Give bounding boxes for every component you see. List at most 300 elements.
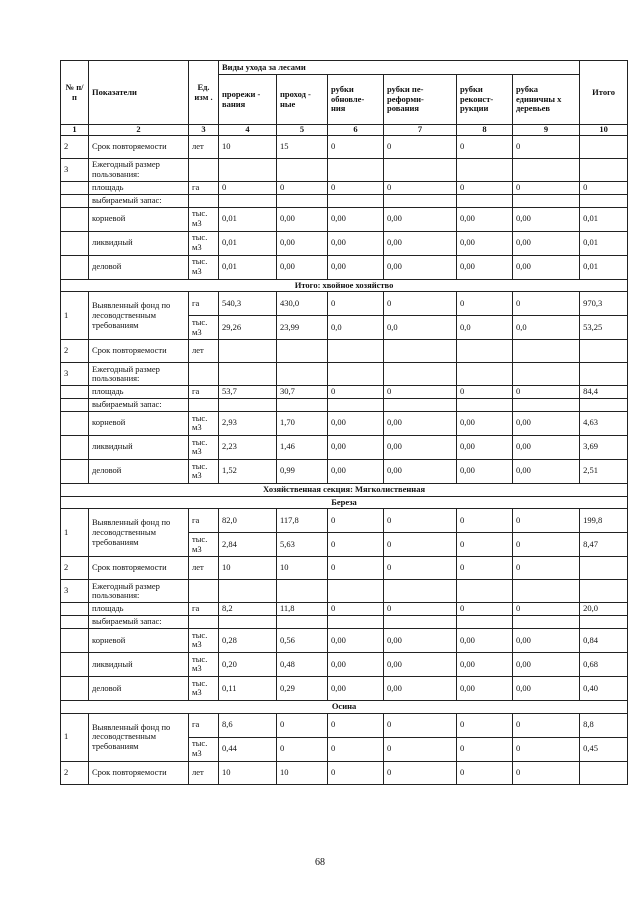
row-number: 3 [61, 580, 89, 603]
section-title: Береза [61, 496, 628, 509]
column-number: 4 [219, 125, 277, 136]
value-cell: 0,00 [457, 435, 513, 459]
row-number [61, 459, 89, 483]
value-cell: 0 [457, 182, 513, 195]
table-row [61, 509, 628, 533]
value-cell: 0,00 [277, 231, 328, 255]
value-cell: 0 [457, 136, 513, 159]
value-cell: 0 [457, 713, 513, 737]
value-cell [328, 194, 384, 207]
value-cell: 0,00 [457, 628, 513, 652]
value-cell [219, 363, 277, 386]
value-cell [457, 159, 513, 182]
value-cell [457, 616, 513, 629]
value-cell [219, 159, 277, 182]
total-cell: 8,47 [580, 533, 628, 557]
value-cell [513, 616, 580, 629]
value-cell: 0,00 [457, 459, 513, 483]
table-row [61, 676, 628, 700]
column-number: 9 [513, 125, 580, 136]
value-cell: 0,00 [513, 207, 580, 231]
value-cell: 0 [457, 509, 513, 533]
column-number: 6 [328, 125, 384, 136]
forest-care-table [60, 60, 628, 785]
value-cell: 0 [328, 603, 384, 616]
row-unit [189, 363, 219, 386]
value-cell: 0,44 [219, 737, 277, 761]
value-cell: 0 [457, 292, 513, 316]
row-number [61, 231, 89, 255]
row-number [61, 194, 89, 207]
row-label: Срок повторяемости [89, 136, 189, 159]
row-label: Ежегодный размер пользования: [89, 363, 189, 386]
row-unit [189, 580, 219, 603]
value-cell: 8,6 [219, 713, 277, 737]
value-cell: 0,00 [513, 435, 580, 459]
row-label: Ежегодный размер пользования: [89, 159, 189, 182]
row-number: 3 [61, 159, 89, 182]
value-cell: 0 [457, 603, 513, 616]
value-cell: 0 [328, 182, 384, 195]
total-cell: 199,8 [580, 509, 628, 533]
value-cell [513, 399, 580, 412]
table-row [61, 557, 628, 580]
table-row [61, 459, 628, 483]
table-row [61, 603, 628, 616]
value-cell: 0,00 [513, 411, 580, 435]
value-cell: 0 [384, 713, 457, 737]
value-cell: 0 [328, 557, 384, 580]
table-row [61, 435, 628, 459]
row-number [61, 676, 89, 700]
value-cell: 0,11 [219, 676, 277, 700]
row-label: ликвидный [89, 652, 189, 676]
row-label: корневой [89, 207, 189, 231]
row-unit: тыс. м3 [189, 231, 219, 255]
value-cell: 0 [384, 557, 457, 580]
row-label: Срок повторяемости [89, 340, 189, 363]
value-cell: 1,46 [277, 435, 328, 459]
value-cell [219, 340, 277, 363]
row-unit: тыс. м3 [189, 411, 219, 435]
row-unit: тыс. м3 [189, 316, 219, 340]
value-cell [277, 580, 328, 603]
row-label: ликвидный [89, 435, 189, 459]
value-cell: 0,00 [328, 676, 384, 700]
value-cell: 0,00 [513, 459, 580, 483]
value-cell: 0,00 [513, 676, 580, 700]
value-cell: 0,00 [384, 676, 457, 700]
value-cell [328, 399, 384, 412]
value-cell: 0 [457, 533, 513, 557]
value-cell: 5,63 [277, 533, 328, 557]
table-row [61, 136, 628, 159]
table-row [61, 340, 628, 363]
value-cell: 0,00 [457, 676, 513, 700]
total-cell: 53,25 [580, 316, 628, 340]
value-cell: 0 [219, 182, 277, 195]
row-label: Выявленный фонд по лесоводственным требованиям [89, 509, 189, 557]
value-cell: 0 [457, 386, 513, 399]
table-row [61, 580, 628, 603]
row-number [61, 435, 89, 459]
row-number: 2 [61, 557, 89, 580]
value-cell: 0,56 [277, 628, 328, 652]
total-cell: 3,69 [580, 435, 628, 459]
value-cell: 0 [328, 737, 384, 761]
value-cell: 0,00 [457, 231, 513, 255]
value-cell: 0,00 [513, 255, 580, 279]
value-cell: 0 [513, 509, 580, 533]
row-unit: тыс. м3 [189, 676, 219, 700]
table-row [61, 292, 628, 316]
total-cell [580, 580, 628, 603]
value-cell [328, 159, 384, 182]
value-cell: 0,48 [277, 652, 328, 676]
value-cell: 10 [219, 557, 277, 580]
value-cell: 0 [457, 761, 513, 784]
value-cell: 0,00 [457, 207, 513, 231]
value-cell: 0 [277, 182, 328, 195]
header-type: рубки реконст- рукции [457, 75, 513, 125]
value-cell: 0,29 [277, 676, 328, 700]
column-number: 10 [580, 125, 628, 136]
value-cell: 0,00 [513, 231, 580, 255]
value-cell: 2,93 [219, 411, 277, 435]
total-cell: 20,0 [580, 603, 628, 616]
value-cell: 0,0 [328, 316, 384, 340]
value-cell: 0,20 [219, 652, 277, 676]
value-cell: 8,2 [219, 603, 277, 616]
row-label: корневой [89, 628, 189, 652]
value-cell [513, 159, 580, 182]
row-label: выбираемый запас: [89, 194, 189, 207]
value-cell: 15 [277, 136, 328, 159]
total-cell [580, 340, 628, 363]
value-cell: 0 [384, 737, 457, 761]
row-number [61, 628, 89, 652]
value-cell: 10 [277, 761, 328, 784]
value-cell: 0,0 [457, 316, 513, 340]
value-cell: 0 [513, 136, 580, 159]
value-cell [457, 580, 513, 603]
value-cell: 0 [457, 737, 513, 761]
value-cell: 0,99 [277, 459, 328, 483]
value-cell: 11,8 [277, 603, 328, 616]
value-cell [219, 580, 277, 603]
value-cell: 30,7 [277, 386, 328, 399]
value-cell: 0,00 [328, 411, 384, 435]
value-cell [328, 580, 384, 603]
value-cell: 0,00 [457, 411, 513, 435]
row-label: площадь [89, 386, 189, 399]
row-number [61, 399, 89, 412]
row-unit: га [189, 713, 219, 737]
value-cell: 0 [384, 292, 457, 316]
value-cell: 0 [328, 509, 384, 533]
value-cell: 53,7 [219, 386, 277, 399]
row-unit: тыс. м3 [189, 737, 219, 761]
value-cell [513, 580, 580, 603]
table-row [61, 616, 628, 629]
total-cell [580, 136, 628, 159]
table-row [61, 363, 628, 386]
section-row [61, 496, 628, 509]
table-row [61, 713, 628, 737]
section-title: Хозяйственная секция: Мягколиственная [61, 483, 628, 496]
section-row [61, 700, 628, 713]
value-cell [384, 580, 457, 603]
value-cell: 0,00 [513, 652, 580, 676]
total-cell: 8,8 [580, 713, 628, 737]
value-cell [384, 363, 457, 386]
header-type: рубка единичны х деревьев [513, 75, 580, 125]
value-cell: 0,00 [384, 231, 457, 255]
value-cell: 0,0 [384, 316, 457, 340]
value-cell [384, 159, 457, 182]
row-unit [189, 399, 219, 412]
total-cell: 0,40 [580, 676, 628, 700]
value-cell: 0,00 [277, 255, 328, 279]
row-label: деловой [89, 255, 189, 279]
value-cell [277, 363, 328, 386]
row-number [61, 652, 89, 676]
value-cell: 10 [219, 761, 277, 784]
row-number [61, 255, 89, 279]
value-cell [328, 616, 384, 629]
table-row [61, 386, 628, 399]
value-cell: 0 [513, 182, 580, 195]
value-cell: 0 [384, 509, 457, 533]
total-cell [580, 761, 628, 784]
value-cell: 0,00 [384, 435, 457, 459]
column-number: 5 [277, 125, 328, 136]
row-number: 1 [61, 292, 89, 340]
row-number [61, 603, 89, 616]
table-row [61, 628, 628, 652]
total-cell: 2,51 [580, 459, 628, 483]
row-unit [189, 616, 219, 629]
value-cell: 430,0 [277, 292, 328, 316]
value-cell [513, 363, 580, 386]
header-type: рубки пе- реформи- рования [384, 75, 457, 125]
value-cell: 0,00 [328, 459, 384, 483]
value-cell: 0 [384, 761, 457, 784]
value-cell: 0,28 [219, 628, 277, 652]
header-total: Итого [580, 61, 628, 125]
header-type: проход - ные [277, 75, 328, 125]
total-cell: 0,01 [580, 255, 628, 279]
value-cell: 0,00 [384, 411, 457, 435]
value-cell: 0,00 [457, 652, 513, 676]
value-cell: 0 [513, 533, 580, 557]
row-label: площадь [89, 603, 189, 616]
value-cell: 82,0 [219, 509, 277, 533]
section-title: Осина [61, 700, 628, 713]
table-row [61, 231, 628, 255]
total-cell [580, 399, 628, 412]
table-row [61, 194, 628, 207]
value-cell: 0 [384, 136, 457, 159]
value-cell: 0 [384, 182, 457, 195]
column-number: 1 [61, 125, 89, 136]
row-unit: га [189, 292, 219, 316]
row-unit: га [189, 509, 219, 533]
total-cell [580, 159, 628, 182]
column-number: 7 [384, 125, 457, 136]
table-row [61, 761, 628, 784]
value-cell: 0 [457, 557, 513, 580]
value-cell [384, 194, 457, 207]
value-cell: 0 [513, 292, 580, 316]
value-cell: 1,70 [277, 411, 328, 435]
value-cell [513, 194, 580, 207]
value-cell: 0 [513, 761, 580, 784]
table-row [61, 255, 628, 279]
value-cell: 0,0 [513, 316, 580, 340]
value-cell: 0 [384, 533, 457, 557]
value-cell [219, 399, 277, 412]
value-cell: 0 [277, 713, 328, 737]
row-unit [189, 194, 219, 207]
total-cell [580, 194, 628, 207]
column-number: 8 [457, 125, 513, 136]
value-cell: 0,00 [384, 255, 457, 279]
row-label: деловой [89, 459, 189, 483]
total-cell: 970,3 [580, 292, 628, 316]
value-cell [277, 159, 328, 182]
row-number [61, 207, 89, 231]
column-number: 2 [89, 125, 189, 136]
table-row [61, 399, 628, 412]
value-cell: 0,00 [384, 652, 457, 676]
row-unit: тыс. м3 [189, 207, 219, 231]
row-label: ликвидный [89, 231, 189, 255]
value-cell: 0 [328, 761, 384, 784]
total-cell: 84,4 [580, 386, 628, 399]
total-cell [580, 557, 628, 580]
row-number: 2 [61, 136, 89, 159]
value-cell: 23,99 [277, 316, 328, 340]
value-cell: 0 [513, 737, 580, 761]
value-cell [384, 399, 457, 412]
total-cell: 4,63 [580, 411, 628, 435]
row-unit: лет [189, 340, 219, 363]
value-cell: 0 [513, 386, 580, 399]
row-label: выбираемый запас: [89, 616, 189, 629]
row-number: 2 [61, 340, 89, 363]
value-cell: 0,00 [328, 207, 384, 231]
value-cell: 0,01 [219, 207, 277, 231]
value-cell: 0 [328, 713, 384, 737]
row-unit [189, 159, 219, 182]
header-type: прорежи - вания [219, 75, 277, 125]
value-cell: 10 [219, 136, 277, 159]
value-cell: 0 [513, 713, 580, 737]
page-number: 68 [315, 857, 325, 868]
value-cell: 2,84 [219, 533, 277, 557]
row-unit: га [189, 386, 219, 399]
row-unit: лет [189, 557, 219, 580]
value-cell [384, 616, 457, 629]
value-cell: 29,26 [219, 316, 277, 340]
value-cell: 0,00 [328, 628, 384, 652]
row-number: 1 [61, 509, 89, 557]
value-cell: 0 [328, 292, 384, 316]
value-cell: 1,52 [219, 459, 277, 483]
column-number: 3 [189, 125, 219, 136]
row-label: Выявленный фонд по лесоводственным требованиям [89, 292, 189, 340]
total-cell: 0,01 [580, 207, 628, 231]
value-cell [219, 616, 277, 629]
row-label: деловой [89, 676, 189, 700]
row-unit: га [189, 603, 219, 616]
header-no: № п/п [61, 61, 89, 125]
row-unit: тыс. м3 [189, 255, 219, 279]
value-cell [457, 194, 513, 207]
value-cell: 10 [277, 557, 328, 580]
value-cell: 0 [513, 603, 580, 616]
row-label: Срок повторяемости [89, 761, 189, 784]
row-label: Срок повторяемости [89, 557, 189, 580]
total-cell: 0 [580, 182, 628, 195]
value-cell [277, 340, 328, 363]
row-number [61, 182, 89, 195]
table-row [61, 159, 628, 182]
value-cell [328, 340, 384, 363]
header-type: рубки обновле- ния [328, 75, 384, 125]
value-cell: 0 [384, 603, 457, 616]
row-number: 2 [61, 761, 89, 784]
table-row [61, 411, 628, 435]
row-label: Ежегодный размер пользования: [89, 580, 189, 603]
value-cell: 0,00 [328, 231, 384, 255]
value-cell: 540,3 [219, 292, 277, 316]
row-label: Выявленный фонд по лесоводственным требованиям [89, 713, 189, 761]
row-label: площадь [89, 182, 189, 195]
value-cell: 2,23 [219, 435, 277, 459]
value-cell [457, 399, 513, 412]
value-cell [384, 340, 457, 363]
value-cell: 0 [328, 136, 384, 159]
total-cell: 0,84 [580, 628, 628, 652]
row-number [61, 411, 89, 435]
value-cell: 117,8 [277, 509, 328, 533]
row-unit: га [189, 182, 219, 195]
total-cell: 0,01 [580, 231, 628, 255]
total-cell: 0,45 [580, 737, 628, 761]
section-row [61, 483, 628, 496]
value-cell: 0,00 [384, 207, 457, 231]
value-cell: 0 [328, 386, 384, 399]
header-indicators: Показатели [89, 61, 189, 125]
value-cell: 0,00 [457, 255, 513, 279]
value-cell [457, 340, 513, 363]
value-cell: 0,00 [384, 628, 457, 652]
value-cell: 0,00 [328, 435, 384, 459]
value-cell [277, 616, 328, 629]
total-cell [580, 363, 628, 386]
value-cell [277, 194, 328, 207]
row-number: 1 [61, 713, 89, 761]
table-row [61, 182, 628, 195]
section-title: Итого: хвойное хозяйство [61, 279, 628, 292]
row-unit: лет [189, 136, 219, 159]
row-unit: тыс. м3 [189, 533, 219, 557]
row-label: выбираемый запас: [89, 399, 189, 412]
row-unit: тыс. м3 [189, 435, 219, 459]
table-row [61, 652, 628, 676]
